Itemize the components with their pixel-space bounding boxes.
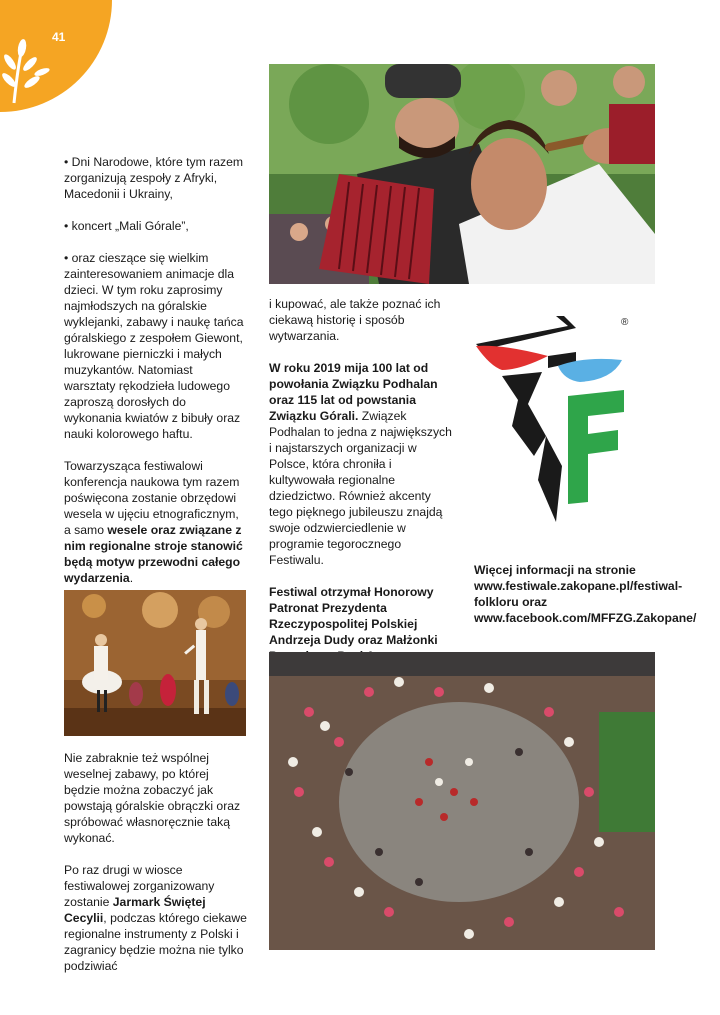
- musicians-photo: [269, 64, 655, 284]
- list-item: • oraz cieszące się wielkim zainteresowaniem animacje dla dzieci. W tym roku zaprosimy najmłodszych na góralskie wyklejanki, zabawy i naukę tańca góralskiego z zespołem Giewont, lukrowane pierniczki i małych muzykantów. Natomiast warsztaty rękodzieła ludowego zaproszą dorosłych do wykonania kwiatów z bibuły oraz nauki kolorowego haftu.: [64, 251, 244, 441]
- wedding-dance-photo: [64, 590, 246, 736]
- page-number: 41: [52, 30, 66, 44]
- list-item: • Dni Narodowe, które tym razem zorganizują zespoły z Afryki, Macedonii i Ukrainy,: [64, 155, 244, 201]
- info-paragraph: Więcej informacji na stronie www.festiwale.zakopane.pl/festiwal-folkloru oraz www.facebook.com/MFFZG.Zakopane/: [474, 563, 697, 625]
- anniversary-paragraph: W roku 2019 mija 100 lat od powołania Związku Podhalan oraz 115 lat od powstania Związku Górali. Związek Podhalan to jedna z największych i najstarszych organizacji w Polsce, która chroniła i kultywowała regionalne dziedzictwo. Również akcenty tego pięknego jubileuszu znajdą swoje odzwierciedlenie w programie tegorocznego Festiwalu.: [269, 361, 452, 567]
- left-column-lower-text: [64, 750, 248, 990]
- crowd-aerial-photo: [269, 652, 655, 950]
- page-corner-decoration: [0, 0, 112, 112]
- fair-paragraph: Po raz drugi w wiosce festiwalowej zorganizowany zostanie Jarmark Świętej Cecylii, podczas którego ciekawe regionalne instrumenty z Polski i zagranicy będzie można nie tylko podziwiać: [64, 863, 247, 973]
- info-text: [474, 562, 697, 642]
- fair-continuation: i kupować, ale także poznać ich ciekawą historię i sposób wytwarzania.: [269, 297, 441, 343]
- left-column-text: [64, 154, 246, 602]
- registered-mark: ®: [621, 317, 629, 328]
- conference-paragraph: Towarzysząca festiwalowi konferencja naukowa tym razem poświęcona zostanie obrzędowi wesela w ujęciu etnograficznym, a samo wesele oraz związane z nim regionalne stroje stanowić będą motyw przewodni całego wydarzenia.: [64, 459, 243, 585]
- festival-logo: [472, 316, 632, 536]
- list-item: • koncert „Mali Górale”,: [64, 219, 189, 233]
- wedding-paragraph: Nie zabraknie też wspólnej weselnej zabawy, po której będzie można zobaczyć jak powstają góralskie obrączki oraz spróbować własnoręcznie taką wykonać.: [64, 751, 241, 845]
- patronage-paragraph: Festiwal otrzymał Honorowy Patronat Prezydenta Rzeczypospolitej Polskiej Andrzeja Dudy oraz Małżonki: [269, 585, 438, 647]
- middle-column-text: [269, 296, 455, 696]
